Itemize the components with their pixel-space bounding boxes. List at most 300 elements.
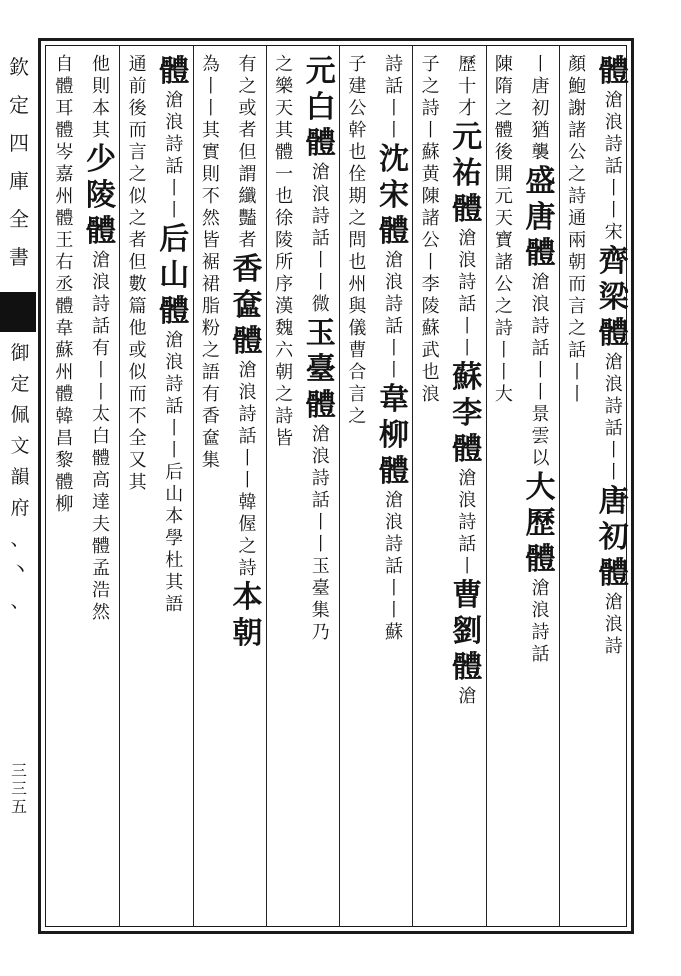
glyph: 漢: [275, 296, 294, 317]
glyph: 香: [232, 252, 263, 287]
glyph: 體: [275, 142, 294, 163]
citation-text: [458, 228, 476, 316]
glyph: 滄: [604, 90, 623, 111]
glyph: 陵: [275, 230, 294, 251]
glyph: 詩: [458, 512, 477, 533]
glyph: 寶: [494, 230, 513, 251]
glyph: 體: [378, 454, 409, 489]
glyph: 序: [275, 274, 294, 295]
glyph: 詩: [604, 134, 623, 155]
glyph: 陵: [421, 296, 440, 317]
glyph: 丨: [165, 178, 184, 199]
glyph: 開: [494, 164, 513, 185]
text-column: [193, 46, 230, 926]
citation-text: [605, 440, 623, 484]
citation-text: [238, 54, 256, 252]
glyph: 達: [91, 492, 110, 513]
glyph: 體: [305, 126, 336, 161]
glyph: 詩: [531, 316, 550, 337]
glyph: 建: [348, 76, 367, 97]
citation-text: [422, 384, 440, 406]
glyph: 天: [494, 208, 513, 229]
glyph: 體: [525, 236, 556, 271]
glyph: 玉: [311, 556, 330, 577]
citation-text: [385, 54, 403, 142]
glyph: 詩: [238, 558, 257, 579]
glyph: 但: [238, 142, 257, 163]
glyph: 初: [598, 520, 629, 555]
glyph: 蘇: [421, 318, 440, 339]
margin-book-char: 韻: [10, 466, 30, 488]
glyph: 丨: [604, 462, 623, 483]
glyph: 詩: [165, 134, 184, 155]
glyph: 滄: [165, 330, 184, 351]
glyph: 宋: [378, 178, 409, 213]
text-columns: [45, 45, 627, 927]
heading-term: [525, 470, 555, 578]
citation-text: [422, 252, 440, 384]
glyph: 曹: [452, 578, 483, 613]
glyph: 嘉: [55, 164, 74, 185]
glyph: 浪: [604, 112, 623, 133]
glyph: 體: [159, 54, 190, 89]
glyph: 言: [348, 384, 367, 405]
glyph: 也: [348, 252, 367, 273]
heading-term: [232, 252, 262, 360]
glyph: 少: [85, 142, 116, 177]
glyph: 玉: [305, 316, 336, 351]
glyph: 者: [128, 230, 147, 251]
glyph: 偓: [238, 514, 257, 535]
glyph: 黄: [421, 164, 440, 185]
glyph: 也: [348, 142, 367, 163]
glyph: 皆: [275, 428, 294, 449]
glyph: 公: [568, 142, 587, 163]
glyph: 浪: [91, 272, 110, 293]
margin-book-title: [8, 338, 32, 617]
glyph: 白: [91, 426, 110, 447]
glyph: 後: [494, 142, 513, 163]
text-page: [38, 38, 634, 934]
glyph: 諸: [568, 120, 587, 141]
glyph: 之: [568, 318, 587, 339]
glyph: 浪: [531, 600, 550, 621]
glyph: 滄: [384, 250, 403, 271]
citation-text: [458, 686, 476, 708]
glyph: 話: [311, 490, 330, 511]
glyph: 浪: [421, 384, 440, 405]
glyph: 體: [494, 120, 513, 141]
glyph: 浪: [165, 112, 184, 133]
glyph: 滄: [91, 250, 110, 271]
glyph: 韋: [378, 382, 409, 417]
glyph: 李: [421, 274, 440, 295]
glyph: 而: [568, 274, 587, 295]
glyph: 體: [305, 388, 336, 423]
glyph: 合: [348, 362, 367, 383]
heading-term: [599, 484, 629, 592]
glyph: 朝: [275, 362, 294, 383]
glyph: 丨: [458, 316, 477, 337]
margin-book-char: 府: [10, 497, 30, 519]
glyph: 之: [128, 208, 147, 229]
citation-text: [385, 578, 403, 644]
column-rule: [119, 46, 120, 926]
glyph: 話: [165, 156, 184, 177]
citation-text: [129, 186, 147, 494]
glyph: 以: [531, 448, 550, 469]
glyph: 后: [159, 222, 190, 257]
text-column: [412, 46, 449, 926]
glyph: 公: [421, 230, 440, 251]
citation-text: [348, 164, 366, 274]
glyph: 曹: [348, 340, 367, 361]
glyph: 高: [91, 470, 110, 491]
glyph: 浪: [604, 374, 623, 395]
glyph: 話: [384, 76, 403, 97]
column-rule: [412, 46, 413, 926]
text-column: [229, 46, 266, 926]
glyph: 或: [238, 98, 257, 119]
glyph: 之: [128, 164, 147, 185]
glyph: 前: [128, 76, 147, 97]
glyph: 期: [348, 186, 367, 207]
glyph: 孟: [91, 558, 110, 579]
glyph: 柳: [55, 494, 74, 515]
glyph: 後: [128, 98, 147, 119]
glyph: 體: [55, 472, 74, 493]
glyph: 通: [128, 54, 147, 75]
glyph: 昌: [55, 428, 74, 449]
text-column: [559, 46, 596, 926]
glyph: 體: [598, 556, 629, 591]
text-column: [339, 46, 376, 926]
glyph: 祐: [452, 156, 483, 191]
glyph: 丨: [384, 578, 403, 599]
glyph: 滄: [604, 352, 623, 373]
glyph: 丨: [458, 338, 477, 359]
glyph: 太: [91, 404, 110, 425]
glyph: 幹: [348, 120, 367, 141]
glyph: 蘇: [421, 142, 440, 163]
citation-text: [531, 360, 549, 470]
glyph: 浪: [604, 614, 623, 635]
glyph: 話: [91, 316, 110, 337]
glyph: 體: [452, 432, 483, 467]
heading-term: [599, 244, 629, 352]
citation-text: [531, 272, 549, 360]
glyph: 浪: [458, 490, 477, 511]
glyph: 佺: [348, 164, 367, 185]
glyph: 丨: [165, 440, 184, 461]
glyph: 臺: [305, 352, 336, 387]
glyph: 天: [275, 98, 294, 119]
text-column: [595, 46, 632, 926]
glyph: 微: [311, 294, 330, 315]
citation-text: [531, 578, 549, 666]
glyph: 體: [55, 120, 74, 141]
glyph: 詩: [91, 294, 110, 315]
fish-tail-mark: [0, 292, 36, 332]
glyph: 顏: [568, 54, 587, 75]
glyph: 香: [201, 406, 220, 427]
glyph: 滄: [458, 686, 477, 707]
heading-term: [379, 142, 409, 250]
glyph: 唐: [598, 484, 629, 519]
citation-text: [312, 162, 330, 250]
citation-text: [458, 468, 476, 556]
glyph: 韋: [55, 318, 74, 339]
glyph: 猶: [531, 120, 550, 141]
glyph: 體: [378, 214, 409, 249]
glyph: 韓: [55, 406, 74, 427]
glyph: 蘇: [55, 340, 74, 361]
glyph: 話: [604, 418, 623, 439]
margin-title-char: 定: [9, 93, 29, 117]
glyph: 歷: [525, 506, 556, 541]
margin-dash: 、: [10, 528, 30, 550]
glyph: 劉: [452, 614, 483, 649]
glyph: 詩: [604, 396, 623, 417]
glyph: 問: [348, 230, 367, 251]
glyph: 似: [128, 186, 147, 207]
glyph: 體: [55, 296, 74, 317]
citation-text: [238, 360, 256, 448]
glyph: 奩: [201, 428, 220, 449]
glyph: 丨: [531, 382, 550, 403]
citation-text: [531, 54, 549, 164]
glyph: 杜: [165, 550, 184, 571]
glyph: 右: [55, 252, 74, 273]
heading-term: [379, 382, 409, 490]
glyph: 然: [91, 602, 110, 623]
citation-text: [165, 90, 183, 222]
heading-term: [452, 360, 482, 468]
glyph: 詩: [458, 272, 477, 293]
glyph: 篇: [128, 296, 147, 317]
glyph: 陳: [421, 186, 440, 207]
citation-text: [422, 120, 440, 252]
margin-title-char: 欽: [9, 55, 29, 79]
glyph: 數: [128, 274, 147, 295]
glyph: 丨: [531, 360, 550, 381]
glyph: 丨: [384, 338, 403, 359]
glyph: 陵: [85, 178, 116, 213]
glyph: 本: [165, 506, 184, 527]
glyph: 滄: [384, 490, 403, 511]
glyph: 丨: [384, 98, 403, 119]
glyph: 纖: [238, 186, 257, 207]
glyph: 詩: [568, 186, 587, 207]
glyph: 王: [55, 230, 74, 251]
glyph: 詩: [531, 622, 550, 643]
citation-text: [568, 54, 586, 208]
column-rule: [339, 46, 340, 926]
glyph: 然: [201, 208, 220, 229]
glyph: 體: [91, 448, 110, 469]
margin-book-char: 定: [10, 373, 30, 395]
glyph: 子: [421, 54, 440, 75]
glyph: 浪: [165, 352, 184, 373]
glyph: 話: [604, 156, 623, 177]
glyph: 滄: [458, 228, 477, 249]
glyph: 則: [91, 76, 110, 97]
glyph: 沈: [378, 142, 409, 177]
citation-text: [458, 54, 476, 120]
glyph: 則: [201, 164, 220, 185]
citation-text: [348, 274, 366, 428]
glyph: 諸: [421, 208, 440, 229]
glyph: 之: [494, 296, 513, 317]
glyph: 體: [55, 76, 74, 97]
margin-dash: 丶: [10, 559, 30, 581]
glyph: 大: [525, 470, 556, 505]
glyph: 浪: [311, 446, 330, 467]
glyph: 體: [452, 650, 483, 685]
glyph: 裙: [201, 274, 220, 295]
glyph: 丨: [494, 340, 513, 361]
glyph: 丨: [165, 200, 184, 221]
glyph: 丨: [421, 252, 440, 273]
glyph: 公: [494, 274, 513, 295]
glyph: 岑: [55, 142, 74, 163]
citation-text: [238, 448, 256, 580]
glyph: 韓: [238, 492, 257, 513]
glyph: 丨: [311, 534, 330, 555]
column-rule: [559, 46, 560, 926]
glyph: 朝: [232, 616, 263, 651]
citation-text: [312, 424, 330, 512]
column-rule: [486, 46, 487, 926]
heading-term: [232, 580, 262, 652]
glyph: 丨: [311, 272, 330, 293]
text-column: [46, 46, 83, 926]
glyph: 體: [85, 214, 116, 249]
glyph: 滄: [311, 162, 330, 183]
glyph: 其: [165, 572, 184, 593]
glyph: 話: [311, 228, 330, 249]
citation-text: [129, 54, 147, 186]
glyph: 丨: [91, 382, 110, 403]
glyph: 所: [275, 252, 294, 273]
glyph: 詩: [604, 636, 623, 657]
glyph: 黎: [55, 450, 74, 471]
glyph: 詩: [384, 54, 403, 75]
text-column: [486, 46, 523, 926]
glyph: 謂: [238, 164, 257, 185]
glyph: 詩: [311, 206, 330, 227]
column-rule: [266, 46, 267, 926]
glyph: 耳: [55, 98, 74, 119]
glyph: 話: [384, 316, 403, 337]
glyph: 蘇: [452, 360, 483, 395]
glyph: 大: [494, 384, 513, 405]
left-margin: [0, 0, 36, 976]
citation-text: [568, 340, 586, 406]
heading-term: [599, 54, 629, 90]
glyph: 滄: [311, 424, 330, 445]
glyph: 有: [201, 384, 220, 405]
glyph: 詩: [311, 468, 330, 489]
glyph: 盛: [525, 164, 556, 199]
citation-text: [92, 54, 110, 142]
glyph: 元: [494, 186, 513, 207]
glyph: 子: [348, 54, 367, 75]
heading-term: [306, 316, 336, 424]
glyph: 景: [531, 404, 550, 425]
glyph: 丨: [604, 440, 623, 461]
glyph: 集: [201, 450, 220, 471]
glyph: 滄: [531, 272, 550, 293]
glyph: 皆: [201, 230, 220, 251]
citation-text: [202, 54, 220, 230]
glyph: 滄: [604, 592, 623, 613]
glyph: 詩: [275, 406, 294, 427]
glyph: 唐: [531, 76, 550, 97]
text-column: [449, 46, 486, 926]
glyph: 丨: [384, 360, 403, 381]
glyph: 州: [55, 362, 74, 383]
text-column: [156, 46, 193, 926]
citation-text: [458, 556, 476, 578]
text-column: [83, 46, 120, 926]
page-number: 三三五: [10, 761, 27, 816]
glyph: 丨: [604, 178, 623, 199]
glyph: 丨: [568, 362, 587, 383]
citation-text: [385, 250, 403, 338]
glyph: 脂: [201, 296, 220, 317]
glyph: 宋: [604, 222, 623, 243]
glyph: 話: [384, 556, 403, 577]
glyph: 粉: [201, 318, 220, 339]
glyph: 有: [238, 54, 257, 75]
glyph: 唐: [525, 200, 556, 235]
glyph: 隋: [494, 76, 513, 97]
glyph: 丨: [568, 384, 587, 405]
glyph: 體: [525, 542, 556, 577]
glyph: 體: [232, 324, 263, 359]
glyph: 話: [458, 294, 477, 315]
glyph: 他: [91, 54, 110, 75]
citation-text: [495, 54, 513, 142]
glyph: 話: [458, 534, 477, 555]
citation-text: [202, 230, 220, 472]
glyph: 之: [238, 536, 257, 557]
column-rule: [193, 46, 194, 926]
glyph: 有: [91, 338, 110, 359]
glyph: 丨: [91, 360, 110, 381]
glyph: 公: [348, 98, 367, 119]
glyph: 語: [165, 594, 184, 615]
glyph: 或: [128, 340, 147, 361]
citation-text: [458, 316, 476, 360]
glyph: 言: [128, 142, 147, 163]
glyph: 他: [128, 318, 147, 339]
glyph: 歷: [458, 54, 477, 75]
glyph: 丨: [311, 512, 330, 533]
glyph: 詩: [165, 374, 184, 395]
glyph: 也: [275, 186, 294, 207]
glyph: 浪: [384, 272, 403, 293]
glyph: 與: [348, 296, 367, 317]
glyph: 體: [598, 316, 629, 351]
glyph: 似: [128, 362, 147, 383]
glyph: 不: [201, 186, 220, 207]
glyph: 其: [128, 472, 147, 493]
glyph: 鮑: [568, 76, 587, 97]
glyph: 滄: [531, 578, 550, 599]
glyph: 自: [55, 54, 74, 75]
